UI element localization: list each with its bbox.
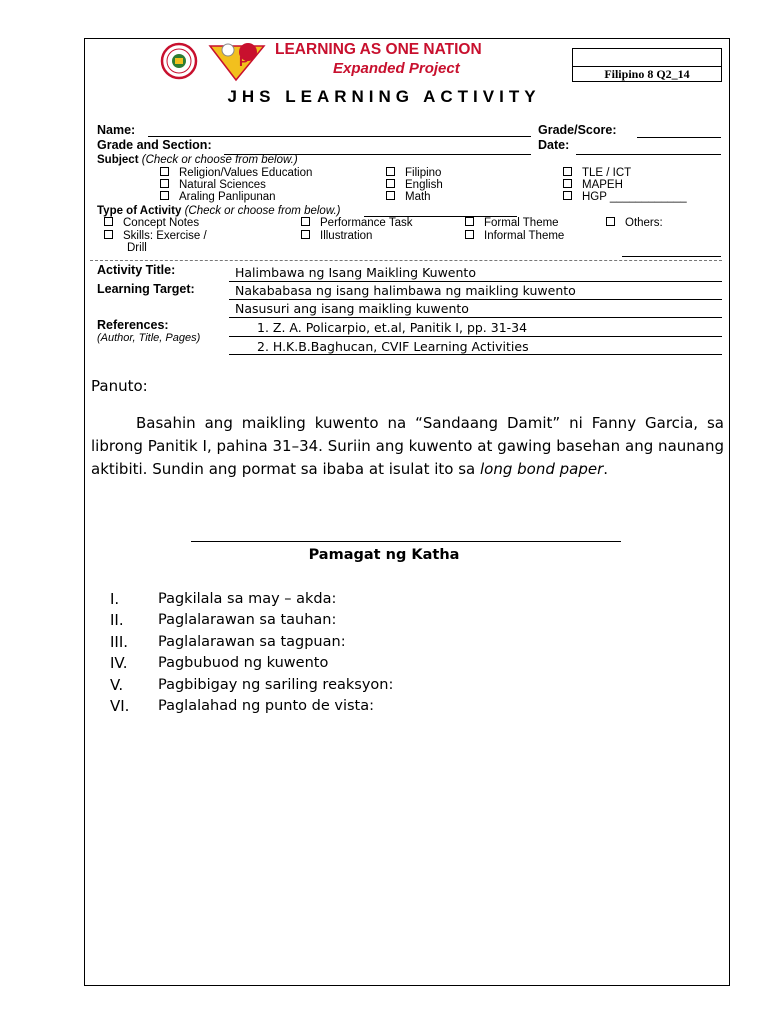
outline-item-number: III.: [110, 633, 129, 651]
checkbox-icon: [301, 230, 310, 239]
activity-type-option[interactable]: Skills: Exercise /: [104, 230, 207, 242]
subject-option[interactable]: Natural Sciences: [160, 179, 266, 191]
activity-type-option[interactable]: Formal Theme: [465, 217, 559, 229]
subject-hint: (Check or choose from below.): [141, 154, 298, 166]
header-sub-title: Expanded Project: [333, 60, 460, 77]
reference-item: 2. H.K.B.Baghucan, CVIF Learning Activities: [257, 339, 529, 354]
reference-underline2: [229, 354, 722, 355]
subject-code: Filipino 8 Q2_14: [604, 67, 690, 81]
date-field[interactable]: [576, 154, 721, 155]
instructions-paragraph: [91, 412, 724, 481]
learning-target-underline2: [229, 317, 722, 318]
checkbox-icon: [465, 230, 474, 239]
grade-section-label: Grade and Section:: [97, 138, 212, 152]
outline-item-number: I.: [110, 590, 120, 608]
instructions-italic: long bond paper: [480, 460, 604, 478]
activity-type-drill-label: Drill: [127, 242, 147, 254]
checkbox-icon: [563, 179, 572, 188]
svg-text:P: P: [239, 53, 249, 69]
subject-option[interactable]: HGP ____________: [563, 191, 687, 203]
outline-item-number: VI.: [110, 697, 130, 715]
activity-type-option[interactable]: Concept Notes: [104, 217, 199, 229]
subject-heading: [97, 154, 298, 166]
checkbox-icon: [563, 191, 572, 200]
others-field[interactable]: [622, 256, 721, 257]
checkbox-icon: [606, 217, 615, 226]
outline-item-text: Pagbubuod ng kuwento: [158, 655, 329, 671]
activity-type-option[interactable]: Informal Theme: [465, 230, 564, 242]
references-label: References:: [97, 318, 169, 332]
name-field[interactable]: [148, 136, 531, 137]
references-hint: (Author, Title, Pages): [97, 332, 201, 344]
learning-target-underline1: [229, 299, 722, 300]
activity-title-label: Activity Title:: [97, 263, 176, 277]
instructions-label: Panuto:: [91, 377, 148, 395]
outline-item-text: Paglalarawan sa tauhan:: [158, 612, 337, 628]
checkbox-icon: [160, 167, 169, 176]
title-blank-line: [191, 541, 621, 542]
outline-item-text: Paglalarawan sa tagpuan:: [158, 634, 346, 650]
instructions-end: .: [603, 460, 609, 478]
outline-item-number: V.: [110, 676, 124, 694]
activity-title-value: Halimbawa ng Isang Maikling Kuwento: [235, 265, 476, 280]
activity-type-hint: (Check or choose from below.): [184, 205, 341, 217]
section-divider: [90, 260, 722, 261]
reference-underline1: [229, 336, 722, 337]
deped-logo: [206, 40, 268, 82]
checkbox-icon: [563, 167, 572, 176]
outline-item-text: Paglalahad ng punto de vista:: [158, 698, 375, 714]
activity-heading: JHS LEARNING ACTIVITY: [227, 87, 541, 106]
activity-type-label: Type of Activity: [97, 205, 182, 217]
instructions-text: Basahin ang maikling kuwento na “Sandaang Damit” ni Fanny Garcia, sa librong Panitik I, pahina 31–34. Suriin ang kuwento at gawing basehan ang naunang aktibiti. Sundin ang pormat sa ibaba at isulat ito sa: [91, 414, 724, 478]
checkbox-icon: [465, 217, 474, 226]
learning-target-line2: Nasusuri ang isang maikling kuwento: [235, 301, 469, 316]
checkbox-icon: [386, 179, 395, 188]
activity-title-underline: [229, 281, 722, 282]
activity-type-option[interactable]: Performance Task: [301, 217, 412, 229]
subject-option[interactable]: Filipino: [386, 167, 441, 179]
checkbox-icon: [160, 179, 169, 188]
learning-target-line1: Nakababasa ng isang halimbawa ng maikling kuwento: [235, 283, 576, 298]
code-box: [572, 48, 722, 82]
name-label: Name:: [97, 123, 136, 137]
outline-item-text: Pagkilala sa may – akda:: [158, 591, 337, 607]
outline-item-text: Pagbibigay ng sariling reaksyon:: [158, 677, 394, 693]
subject-option[interactable]: Araling Panlipunan: [160, 191, 276, 203]
subject-option[interactable]: English: [386, 179, 443, 191]
learning-target-label: Learning Target:: [97, 282, 195, 296]
activity-type-heading: [97, 205, 341, 217]
subject-option[interactable]: Math: [386, 191, 431, 203]
activity-type-option[interactable]: Illustration: [301, 230, 372, 242]
outline-item-number: IV.: [110, 654, 128, 672]
grade-score-label: Grade/Score:: [538, 123, 617, 137]
subject-label: Subject: [97, 154, 139, 166]
grade-score-field[interactable]: [637, 137, 721, 138]
subject-option[interactable]: MAPEH: [563, 179, 623, 191]
subject-option[interactable]: Religion/Values Education: [160, 167, 312, 179]
activity-type-option[interactable]: Others:: [606, 217, 663, 229]
checkbox-icon: [160, 191, 169, 200]
checkbox-icon: [301, 217, 310, 226]
date-label: Date:: [538, 138, 570, 152]
checkbox-icon: [386, 167, 395, 176]
header-main-title: LEARNING AS ONE NATION: [275, 41, 482, 58]
school-seal-logo: [158, 42, 200, 80]
outline-title: Pamagat ng Katha: [308, 547, 460, 563]
subject-option[interactable]: TLE / ICT: [563, 167, 631, 179]
checkbox-icon: [386, 191, 395, 200]
checkbox-icon: [104, 217, 113, 226]
outline-item-number: II.: [110, 611, 124, 629]
checkbox-icon: [104, 230, 113, 239]
reference-item: 1. Z. A. Policarpio, et.al, Panitik I, pp. 31-34: [257, 320, 528, 335]
